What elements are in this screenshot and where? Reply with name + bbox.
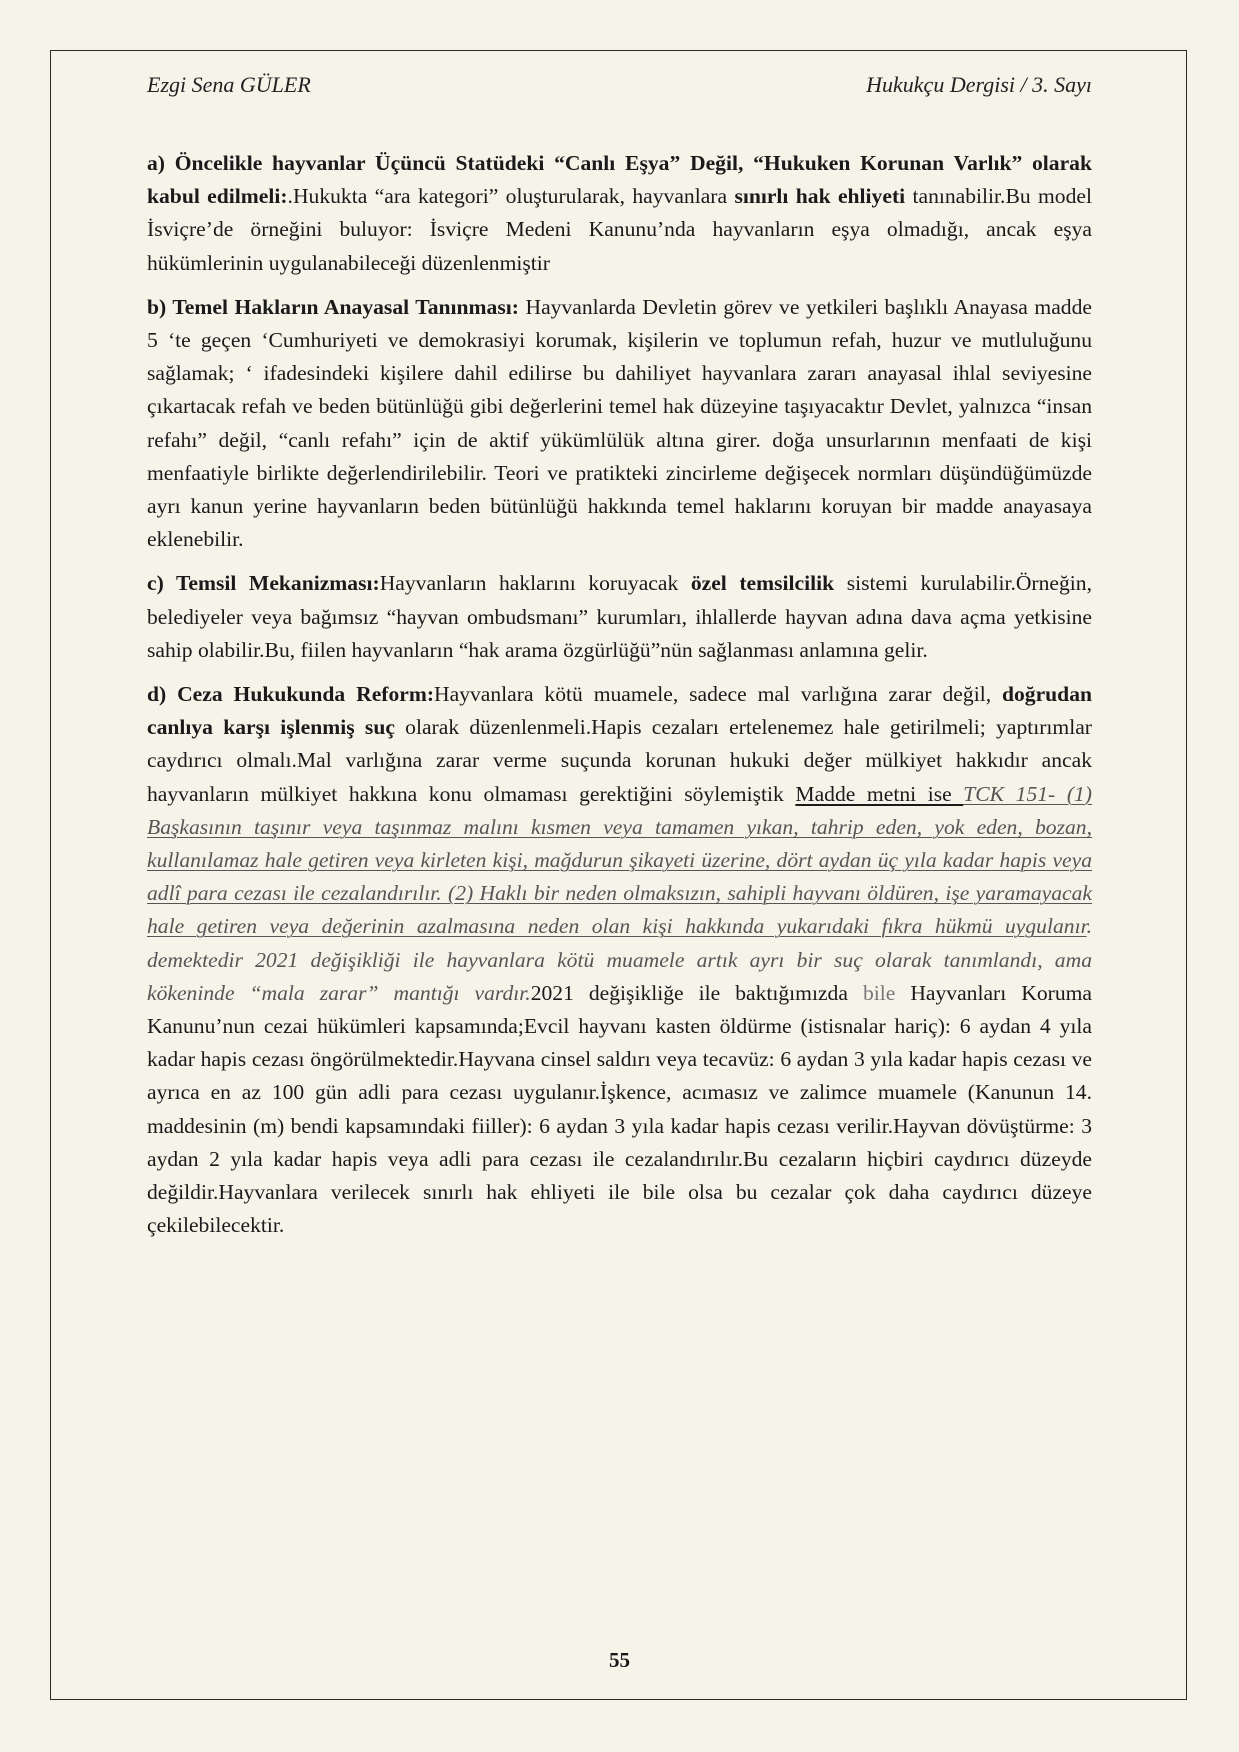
- paragraph-c-bold: özel temsilcilik: [690, 571, 835, 596]
- paragraph-d-text-4: Hayvanları Koruma Kanunu’nun cezai hükümleri kapsamında;Evcil hayvanı kasten öldürme (istisnalar hariç): 6 aydan 4 yıla kadar hapis cezası öngörülmektedir.Hayvana cinsel saldırı veya tecavüz: 6 aydan 3 yıla kadar hapis cezası ve ayrıca en az 100 gün adli para cezası uygulanır.İşkence, acımasız ve zalimce muamele (Kanunun 14. maddesinin (m) bendi kapsamındaki fiiller): 6 aydan 3 yıla kadar hapis cezası verilir.Hayvan dövüştürme: 3 aydan 2 yıla kadar hapis veya adli para cezası ile cezalandırılır.Bu cezaların hiçbiri caydırıcı düzeyde değildir.Hayvanlara verilecek sınırlı hak ehliyeti ile bile olsa bu cezalar çok daha caydırıcı düzeye çekilebilecektir.: [147, 980, 1093, 1238]
- running-header: [147, 72, 1092, 104]
- statute-quote-tail: . demektedir 2021 değişikliği ile hayvanlara kötü muamele artık ayrı bir suç olarak tanımlandı, ama kökeninde “mala zarar” mantığı vardır.: [147, 914, 1092, 1005]
- paragraph-d: [147, 678, 1092, 1242]
- paragraph-d-bold: doğrudan canlıya karşı işlenmiş suç: [147, 682, 1092, 740]
- heading-a: a) Öncelikle hayvanlar Üçüncü Statüdeki “Canlı Eşya” Değil, “Hukuken Korunan Varlık” olarak kabul edilmeli:: [147, 151, 1092, 209]
- paragraph-c-text-1: Hayvanların haklarını koruyacak: [379, 571, 691, 596]
- paragraph-a-bold: sınırlı hak ehliyeti: [734, 184, 906, 209]
- article-body: [147, 147, 1092, 1254]
- header-author: Ezgi Sena GÜLER: [147, 72, 311, 97]
- paragraph-c-text-2: sistemi kurulabilir.Örneğin, belediyeler veya bağımsız “hayvan ombudsmanı” kurumları, ihlallerde hayvan adına dava açma yetkisine sahip olabilir.Bu, fiilen hayvanların “hak arama özgürlüğü”nün sağlanması anlamına gelir.: [147, 571, 1092, 662]
- heading-d: d) Ceza Hukukunda Reform:: [147, 682, 435, 707]
- paragraph-a: [147, 147, 1092, 280]
- header-journal: Hukukçu Dergisi / 3. Sayı: [866, 72, 1092, 97]
- statute-lead-in: Madde metni ise: [795, 781, 964, 806]
- paragraph-a-text-1: .Hukukta “ara kategori” oluşturularak, hayvanlara: [287, 184, 735, 209]
- paragraph-d-text-1: Hayvanlara kötü muamele, sadece mal varlığına zarar değil,: [434, 682, 1002, 707]
- paragraph-b: [147, 291, 1092, 557]
- page-number: 55: [609, 1648, 630, 1672]
- paragraph-c: [147, 567, 1092, 667]
- paragraph-b-text: Hayvanlarda Devletin görev ve yetkileri başlıklı Anayasa madde 5 ‘te geçen ‘Cumhuriyeti ve demokrasiyi korumak, kişilerin ve toplumun refah, huzur ve mutluluğunu sağlamak; ‘ ifadesindeki kişilere dahil edilirse bu dahiliyet hayvanlara zararı anayasal ihlal seviyesine çıkartacak refah ve beden bütünlüğü gibi değerlerini temel hak düzeyine taşıyacaktır Devlet, yalnızca “insan refahı” değil, “canlı refahı” için de aktif yükümlülük altına girer. doğa unsurlarının menfaati de kişi menfaatiyle birlikte değerlendirilebilir. Teori ve pratikteki zincirleme değişecek normları düşündüğümüzde ayrı kanun yerine hayvanların beden bütünlüğü hakkında temel haklarını koruyan bir madde anayasaya eklenebilir.: [147, 294, 1092, 552]
- heading-b: b) Temel Hakların Anayasal Tanınması:: [147, 294, 519, 319]
- statute-quote[interactable]: TCK 151- (1) Başkasının taşınır veya taşınmaz malını kısmen veya tamamen yıkan, tahrip eden, yok eden, bozan, kullanılamaz hale getiren veya kirleten kişi, mağdurun şikayeti üzerine, dört aydan üç yıla kadar hapis veya adlî para cezası ile cezalandırılır. (2) Haklı bir neden olmaksızın, sahipli hayvanı öldüren, işe yaramayacak hale getiren veya değerinin azalmasına neden olan kişi hakkında yukarıdaki fıkra hükmü uygulanır: [147, 781, 1092, 939]
- paragraph-d-text-3: 2021 değişikliğe ile baktığımızda: [530, 980, 863, 1005]
- paragraph-d-text-2: olarak düzenlenmeli.Hapis cezaları ertelenemez hale getirilmeli; yaptırımlar caydırıcı olmalı.Mal varlığına zarar verme suçunda korunan hukuki değer mülkiyet hakkıdır ancak hayvanların mülkiyet hakkına konu olmaması gerektiğini söylemiştik: [147, 715, 1092, 806]
- heading-c: c) Temsil Mekanizması:: [147, 571, 380, 596]
- paragraph-a-text-2: tanınabilir.Bu model İsviçre’de örneğini buluyor: İsviçre Medeni Kanunu’nda hayvanların eşya olmadığı, ancak eşya hükümlerinin uygulanabileceği düzenlenmiştir: [147, 184, 1092, 275]
- paragraph-d-grey-word: bile: [862, 980, 896, 1005]
